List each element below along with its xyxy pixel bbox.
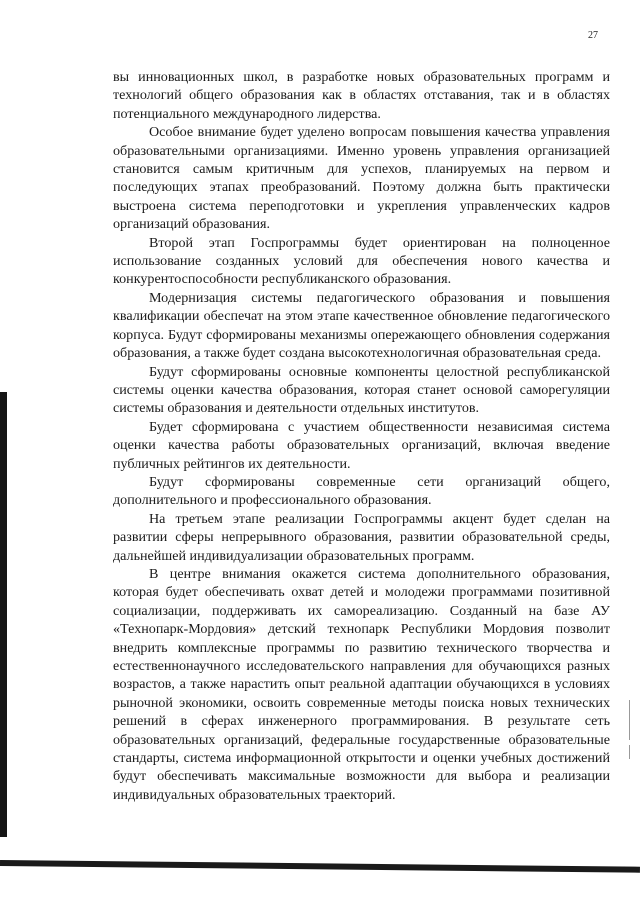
paragraph: В центре внимания окажется система дополнительного образования, которая будет обеспечивать охват детей и молодежи программами позитивной социализации, поддерживать их самореализацию. Созданный на базе АУ «Технопарк-Мордовия» детский технопарк Республики Мордовия позволит внедрить комплексные программы по развитию технического творчества и естественнонаучного исследовательского направления для обучающихся разных возрастов, а также нарастить опыт реальной адаптации обучающихся в условиях рыночной экономики, освоить современные методы поиска новых технических решений в сферах инженерного программирования. В результате сеть образовательных организаций, федеральные государственные образовательные стандарты, система информационной открытости и оценки учебных достижений будут обеспечивать максимальные возможности для выбора и реализации индивидуальных образовательных траекторий.	[113, 565, 610, 803]
scan-border-left	[0, 392, 7, 837]
scan-speck	[629, 745, 630, 759]
scan-line-bottom	[0, 860, 640, 873]
paragraph: Особое внимание будет уделено вопросам повышения качества управления образовательными организациями. Именно уровень управления организацией становится самым критичным для успехов, планируемых на первом и последующих этапах преобразований. Поэтому должна быть практически выстроена система переподготовки и укрепления управленческих кадров организаций образования.	[113, 124, 610, 233]
paragraph: Будут сформированы современные сети организаций общего, дополнительного и профессионального образования.	[113, 473, 610, 509]
page-number: 27	[588, 30, 598, 41]
body-text	[113, 68, 610, 804]
scan-speck	[629, 700, 630, 740]
paragraph: Будут сформированы основные компоненты целостной республиканской системы оценки качества образования, которая станет основой саморегуляции системы образования и деятельности отдельных институтов.	[113, 363, 610, 417]
paragraph: вы инновационных школ, в разработке новых образовательных программ и технологий общего образования как в областях отставания, так и в областях потенциального международного лидерства.	[113, 69, 610, 122]
paragraph: Второй этап Госпрограммы будет ориентирован на полноценное использование созданных условий для обеспечения нового качества и конкурентоспособности республиканского образования.	[113, 234, 610, 288]
paragraph: На третьем этапе реализации Госпрограммы акцент будет сделан на развитии сферы непрерывного образования, развитии образовательной среды, дальнейшей индивидуализации образовательных программ.	[113, 510, 610, 564]
paragraph: Модернизация системы педагогического образования и повышения квалификации обеспечат на этом этапе качественное обновление педагогического корпуса. Будут сформированы механизмы опережающего обновления содержания образования, а также будет создана высокотехнологичная образовательная среда.	[113, 289, 610, 362]
paragraph: Будет сформирована с участием общественности независимая система оценки качества работы образовательных организаций, включая введение публичных рейтингов их деятельности.	[113, 418, 610, 472]
